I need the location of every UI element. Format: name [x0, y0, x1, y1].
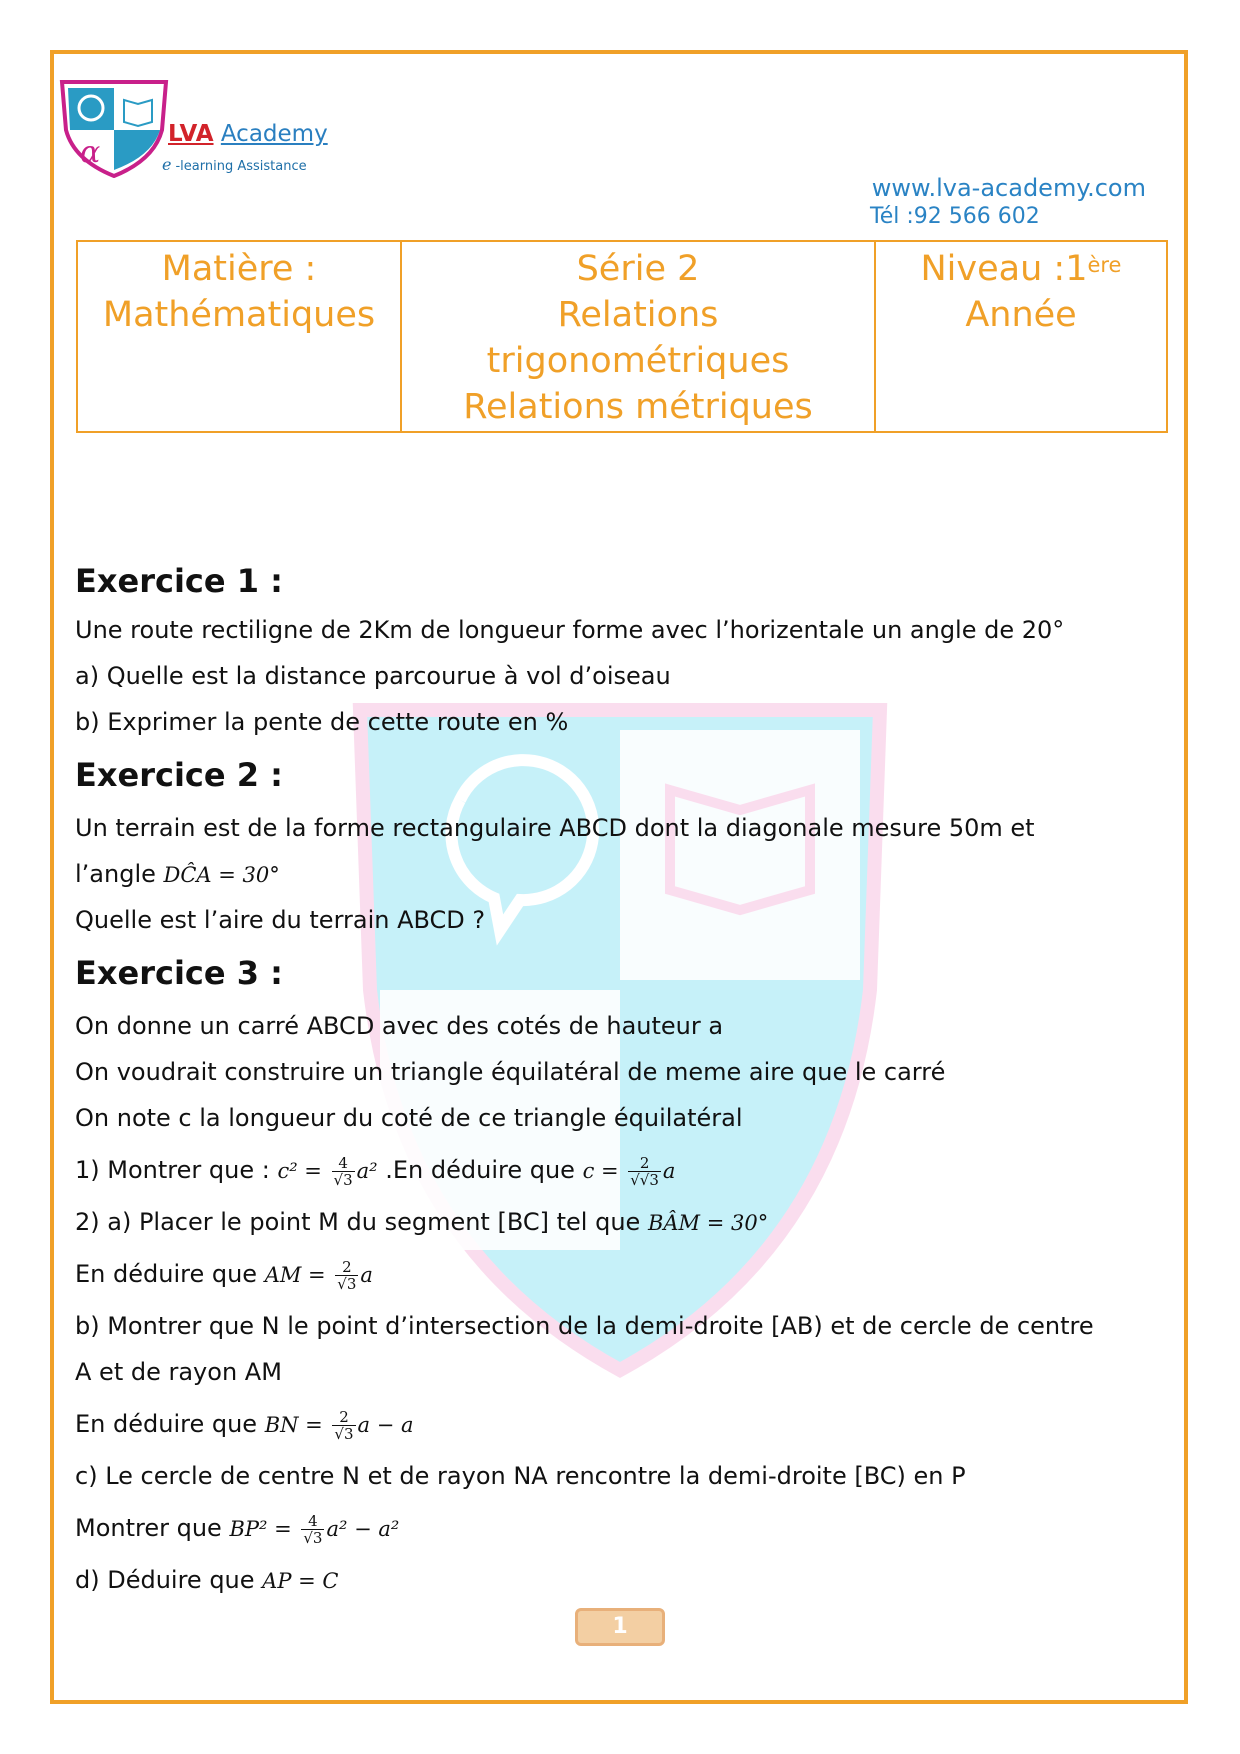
subject-value: Mathématiques: [102, 295, 376, 335]
exercise-2-line-2-text: l’angle: [75, 860, 164, 888]
q2a2-math-lhs: AM =: [264, 1263, 326, 1287]
q1-math-rhs: a²: [356, 1159, 378, 1183]
exercise-3-question-2a: [75, 1199, 1175, 1245]
q2a-text: 2) a) Placer le point M du segment [BC] tel que: [75, 1208, 648, 1236]
exercise-1-title: Exercice 1 :: [75, 562, 283, 600]
header-title-cell: [401, 241, 875, 432]
q1-text: 1) Montrer que :: [75, 1156, 278, 1184]
q1-fraction-den: √3: [333, 1170, 353, 1189]
q2b2-fraction-num: 2: [332, 1409, 355, 1426]
q2c2-fraction: [301, 1513, 324, 1546]
q2a2-fraction-den: √3: [337, 1274, 357, 1293]
q2c2-fraction-den: √3: [303, 1528, 323, 1547]
level-superscript: ère: [1087, 253, 1122, 277]
page-number-badge: 1: [575, 1608, 665, 1646]
exercise-3-question-2d: [75, 1557, 1175, 1603]
exercise-3-question-2b-line-2: A et de rayon AM: [75, 1358, 282, 1386]
q2a2-text: En déduire que: [75, 1260, 265, 1288]
exercise-2-line-1: Un terrain est de la forme rectangulaire ABCD dont la diagonale mesure 50m et: [75, 814, 1035, 842]
q2c2-text: Montrer que: [75, 1514, 230, 1542]
q2b2-math-lhs: BN =: [264, 1413, 323, 1437]
q2d-math: AP = C: [262, 1569, 339, 1593]
angle-bam-formula: BÂM = 30°: [647, 1211, 769, 1235]
exercise-3-line-2: On voudrait construire un triangle équilatéral de meme aire que le carré: [75, 1058, 946, 1086]
q2a2-fraction-num: 2: [335, 1259, 358, 1276]
header-subject-cell: [77, 241, 401, 432]
q1-math-c: c =: [582, 1159, 619, 1183]
angle-dca-formula: DĈA = 30°: [163, 863, 280, 887]
q1-fraction-2: [628, 1155, 661, 1188]
q1-math-lhs: c² =: [277, 1159, 322, 1183]
level-label-text: Niveau :1: [920, 249, 1088, 289]
website-link[interactable]: www.lva-academy.com: [871, 174, 1146, 202]
lva-logo-icon: [58, 78, 170, 178]
brand-tagline: [162, 155, 307, 174]
brand-name: [168, 121, 328, 147]
exercise-2-line-3: Quelle est l’aire du terrain ABCD ?: [75, 906, 486, 934]
q1-fraction: [332, 1155, 355, 1188]
q2b2-fraction-den: √3: [334, 1424, 354, 1443]
q2c2-fraction-num: 4: [301, 1513, 324, 1530]
exercise-2-line-2: [75, 851, 1175, 897]
q2b2-math-rhs: a − a: [357, 1413, 414, 1437]
exercise-3-question-2c-show: [75, 1499, 1175, 1557]
q1-math-d: a: [662, 1159, 676, 1183]
exercises: [75, 555, 1175, 1603]
exercise-3-line-3: On note c la longueur du coté de ce triangle équilatéral: [75, 1104, 743, 1132]
q2b2-fraction: [332, 1409, 355, 1442]
exercise-1-question-a: a) Quelle est la distance parcourue à vol d’oiseau: [75, 662, 671, 690]
q2c2-math-rhs: a² − a²: [326, 1517, 400, 1541]
exercise-3-question-2b-line-1: b) Montrer que N le point d’intersection de la demi-droite [AB) et de cercle de centre: [75, 1312, 1094, 1340]
exercise-3-question-1: [75, 1141, 1175, 1199]
exercise-1-question-b: b) Exprimer la pente de cette route en %: [75, 708, 569, 736]
q1-fraction-2-den: √√3: [630, 1170, 659, 1189]
exercise-3-title: Exercice 3 :: [75, 954, 283, 992]
header-level-cell: [875, 241, 1167, 432]
subject-label: Matière :: [161, 249, 317, 289]
title-line-3: Relations métriques: [463, 387, 813, 427]
tagline-text: -learning Assistance: [175, 159, 307, 174]
exercise-3-line-1: On donne un carré ABCD avec des cotés de hauteur a: [75, 1012, 724, 1040]
header-table: [76, 240, 1168, 433]
title-line-1: Relations: [557, 295, 719, 335]
exercise-1-line-1: Une route rectiligne de 2Km de longueur forme avec l’horizentale un angle de 20°: [75, 616, 1065, 644]
title-line-2: trigonométriques: [486, 341, 790, 381]
exercise-3-question-2b-deduce: [75, 1395, 1175, 1453]
q2b2-text: En déduire que: [75, 1410, 265, 1438]
brand-lva: LVA: [168, 121, 214, 147]
tagline-e: e: [162, 155, 172, 174]
svg-text:α: α: [80, 135, 101, 170]
q2a2-fraction: [335, 1259, 358, 1292]
q2d-text: d) Déduire que: [75, 1566, 263, 1594]
exercise-3-question-2a-deduce: [75, 1245, 1175, 1303]
level-value: Année: [965, 295, 1077, 335]
exercise-2-title: Exercice 2 :: [75, 756, 283, 794]
q1-fraction-num: 4: [332, 1155, 355, 1172]
q1-text-b: .En déduire que: [385, 1156, 583, 1184]
q2c2-math-lhs: BP² =: [229, 1517, 292, 1541]
series-label: Série 2: [576, 249, 700, 289]
phone-number: Tél :92 566 602: [870, 204, 1040, 229]
q1-fraction-2-num: 2: [628, 1155, 661, 1172]
brand-academy: Academy: [220, 121, 328, 147]
exercise-3-question-2c-line-1: c) Le cercle de centre N et de rayon NA rencontre la demi-droite [BC) en P: [75, 1462, 966, 1490]
level-label: [877, 246, 1165, 292]
q2a2-math-rhs: a: [360, 1263, 373, 1287]
